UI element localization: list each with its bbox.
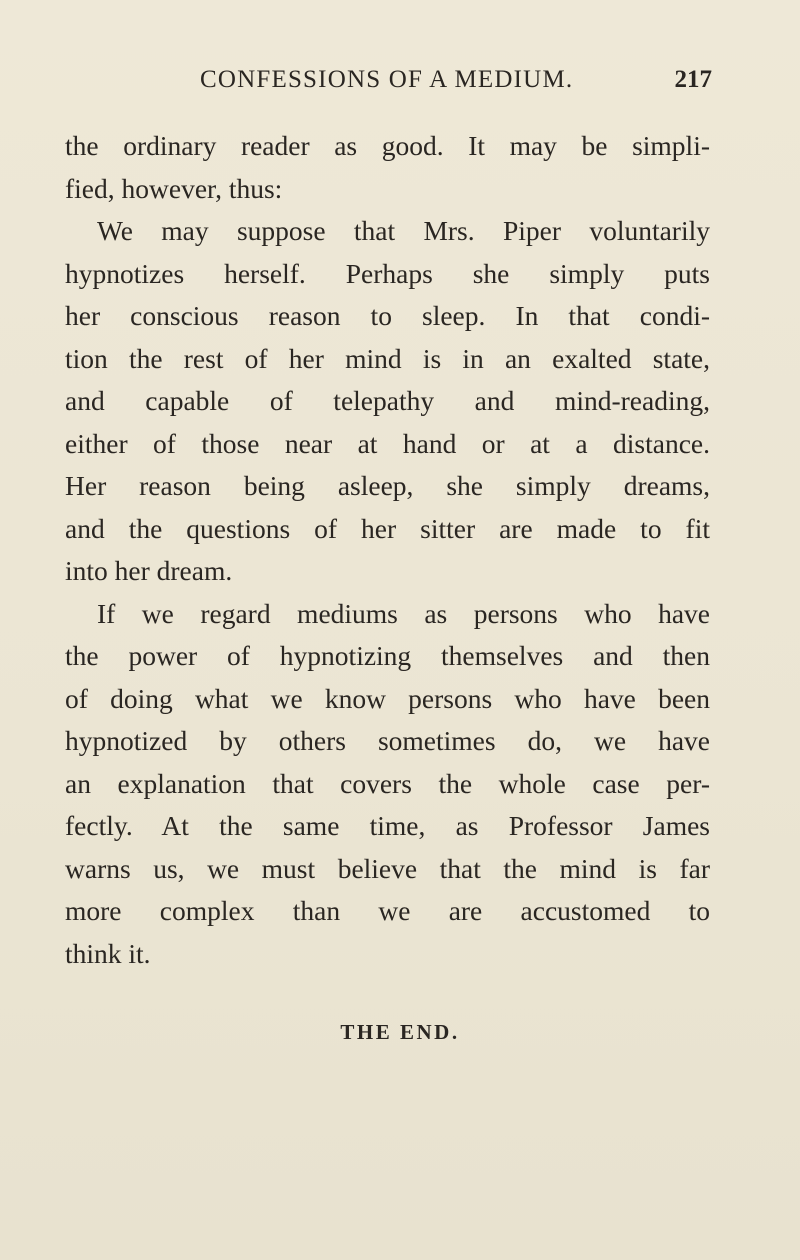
text-line: of doing what we know persons who have been (65, 682, 710, 714)
text-line: into her dream. (65, 555, 233, 586)
text-line: fied, however, thus: (65, 172, 283, 204)
text-line: more complex than we are accustomed to (65, 895, 710, 926)
running-title: CONFESSIONS OF A MEDIUM. (200, 66, 574, 93)
text-line: Her reason being asleep, she simply dreams, (65, 470, 710, 501)
text-line: hypnotizes herself. Perhaps she simply puts (65, 257, 710, 289)
the-end-label: THE END. (340, 1020, 460, 1044)
body-text (65, 125, 710, 975)
text-line: either of those near at hand or at a distance. (65, 427, 710, 459)
text-line: tion the rest of her mind is in an exalted state, (65, 342, 710, 374)
text-line: think it. (65, 937, 151, 969)
text-line: We may suppose that Mrs. Piper voluntarily (97, 215, 710, 246)
text-line: the ordinary reader as good. It may be simpli- (65, 130, 710, 161)
text-line: fectly. At the same time, as Professor James (65, 810, 710, 841)
page-number: 217 (674, 66, 712, 93)
text-line: and capable of telepathy and mind-reading, (65, 385, 710, 416)
text-line: the power of hypnotizing themselves and then (65, 640, 710, 671)
text-line: an explanation that covers the whole case per- (65, 767, 710, 799)
text-line: her conscious reason to sleep. In that condi- (65, 300, 710, 331)
text-line: If we regard mediums as persons who have (97, 597, 710, 629)
page-header (200, 66, 740, 106)
text-line: warns us, we must believe that the mind is far (65, 852, 710, 884)
text-line: hypnotized by others sometimes do, we have (65, 725, 710, 756)
text-line: and the questions of her sitter are made to fit (65, 512, 710, 544)
